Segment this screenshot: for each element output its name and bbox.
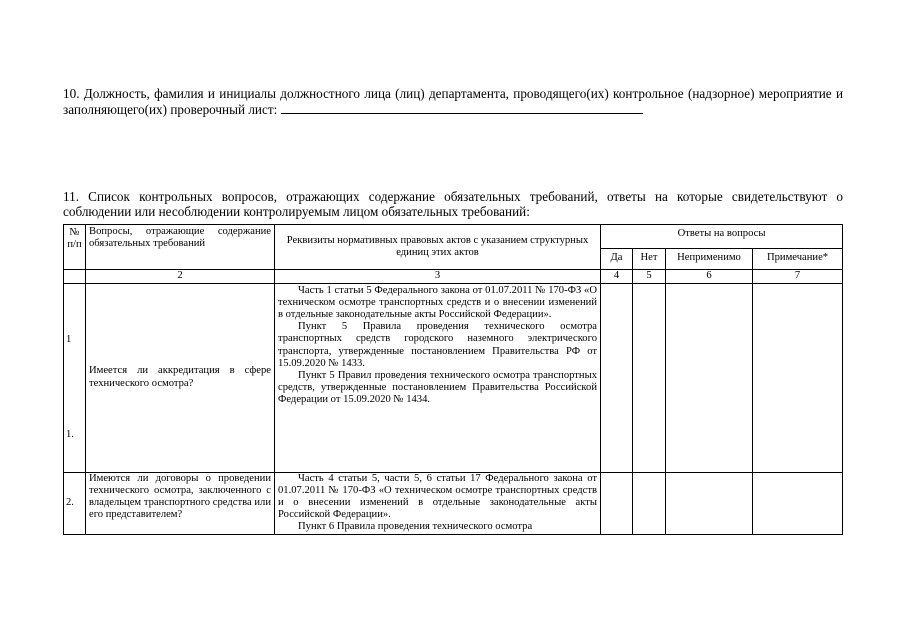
row-1-num-bottom: 1. <box>66 429 74 441</box>
section-11-paragraph <box>63 189 843 219</box>
section-11-text: 11. Список контрольных вопросов, отражающих содержание обязательных требований, ответы на которые свидетельствуют о соблюдении или несоблюдении контролируемым лицом обязательных требований: <box>63 189 843 219</box>
row-2-refs <box>275 472 601 534</box>
row-1-ref-3: Пункт 5 Правил проведения технического осмотра транспортных средств, утвержденные постановлением Правительства Российской Федерации от 15.09.2020 № 1434. <box>278 370 597 406</box>
header-yes: Да <box>601 249 633 270</box>
header-na: Неприменимо <box>666 249 753 270</box>
header-num: № п/п <box>64 225 86 270</box>
row-2-question: Имеются ли договоры о проведении технического осмотра, заключенного с владельцем транспортного средства или его представителем? <box>86 472 275 534</box>
header-requisites: Реквизиты нормативных правовых актов с указанием структурных единиц этих актов <box>275 225 601 270</box>
row-1-question: Имеется ли аккредитация в сфере технического осмотра? <box>86 283 275 472</box>
checklist-table <box>63 224 843 535</box>
colnum-2: 2 <box>86 270 275 283</box>
section-10-paragraph <box>63 86 843 117</box>
row-1-no-cell[interactable] <box>633 283 666 472</box>
header-questions: Вопросы, отражающие содержание обязательных требований <box>86 225 275 270</box>
table-row <box>64 283 843 472</box>
row-1-num-top: 1 <box>66 333 72 345</box>
row-1-na-cell[interactable] <box>666 283 753 472</box>
header-answers: Ответы на вопросы <box>601 225 843 249</box>
header-row-1 <box>64 225 843 249</box>
row-1-note-cell[interactable] <box>753 283 843 472</box>
colnum-7: 7 <box>753 270 843 283</box>
row-2-no-cell[interactable] <box>633 472 666 534</box>
colnum-4: 4 <box>601 270 633 283</box>
table-row <box>64 472 843 534</box>
section-10-text: 10. Должность, фамилия и инициалы должностного лица (лиц) департамента, проводящего(их) контрольное (надзорное) мероприятие и заполняющего(их) проверочный лист: <box>63 86 843 117</box>
row-2-ref-1: Часть 4 статьи 5, части 5, 6 статьи 17 Федерального закона от 01.07.2011 № 170-ФЗ «О техническом осмотре транспортных средств и о внесении изменений в отдельные законодательные акты Российской Федерации». <box>278 472 597 521</box>
row-1-ref-1: Часть 1 статьи 5 Федерального закона от 01.07.2011 № 170-ФЗ «О техническом осмотре транспортных средств и о внесении изменений в отдельные законодательные акты Российской Федерации». <box>278 284 597 321</box>
colnum-3: 3 <box>275 270 601 283</box>
row-2-note-cell[interactable] <box>753 472 843 534</box>
row-2-yes-cell[interactable] <box>601 472 633 534</box>
row-2-na-cell[interactable] <box>666 472 753 534</box>
row-2-ref-2: Пункт 6 Правила проведения технического осмотра <box>298 521 533 533</box>
row-1-yes-cell[interactable] <box>601 283 633 472</box>
header-note: Примечание* <box>753 249 843 270</box>
row-2-num: 2. <box>64 472 86 534</box>
row-1-num-cell <box>64 283 86 472</box>
header-no: Нет <box>633 249 666 270</box>
colnum-5: 5 <box>633 270 666 283</box>
colnum-1 <box>64 270 86 283</box>
row-1-ref-2: Пункт 5 Правила проведения технического осмотра транспортных средств городского наземного электрического транспорта, утвержденные постановлением Правительства РФ от 15.09.2020 № 1433. <box>278 321 597 369</box>
row-1-refs <box>275 283 601 472</box>
inspector-name-line <box>281 101 643 114</box>
colnum-6: 6 <box>666 270 753 283</box>
column-number-row <box>64 270 843 283</box>
